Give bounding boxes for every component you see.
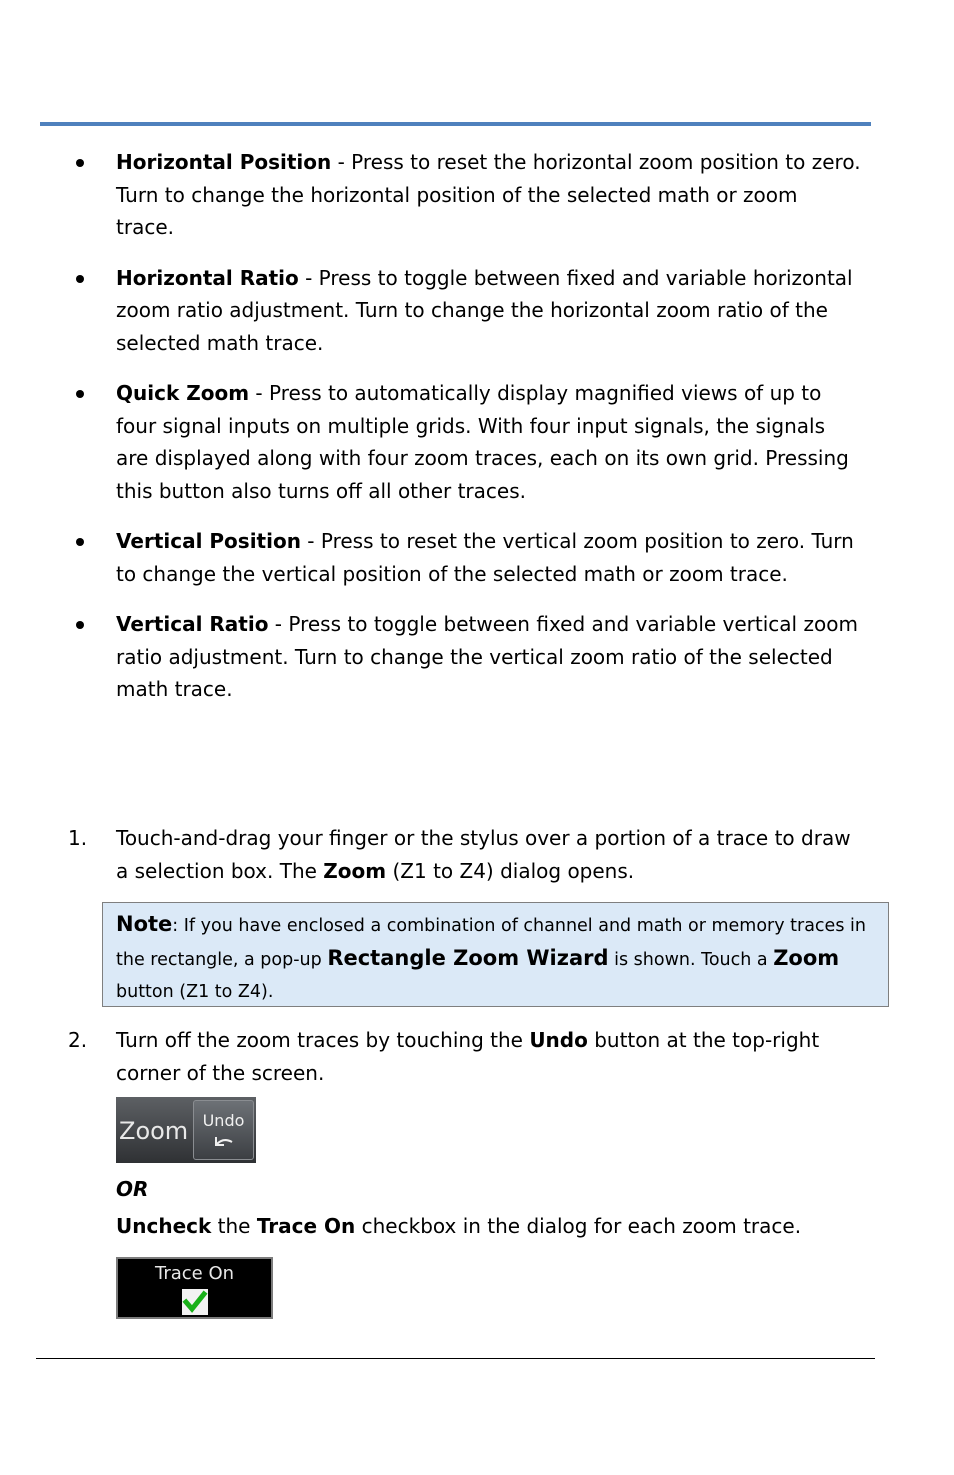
description: - Press to automatically display magnified views of up to four signal inputs on multiple grids. With four input signals, the signals are displayed along with four zoom traces, each on its own grid. Pressing this button also turns off all other traces. (116, 381, 849, 503)
note-text: : If you have enclosed a combination of channel and math or memory traces in the rectangle, a pop-up (116, 916, 866, 970)
header-rule (40, 122, 871, 126)
note-text: is shown. Touch a (608, 950, 774, 970)
description: - Press to reset the horizontal zoom position to zero. Turn to change the horizontal position of the selected math or zoom trace. (116, 150, 861, 239)
trace-on-checkbox[interactable] (182, 1289, 208, 1315)
step-bold: Undo (529, 1028, 588, 1052)
undo-button[interactable] (193, 1100, 254, 1160)
note-box (102, 902, 889, 1007)
bullet-dot (76, 159, 84, 167)
note-bold: Rectangle Zoom Wizard (327, 946, 609, 970)
control-list (0, 146, 954, 724)
term: Vertical Position (116, 529, 301, 553)
description: - Press to reset the vertical zoom position to zero. Turn to change the vertical position of the selected math or zoom trace. (116, 529, 854, 586)
step-number: 1. (68, 826, 88, 850)
bullet-dot (76, 275, 84, 283)
description: - Press to toggle between fixed and variable horizontal zoom ratio adjustment. Turn to change the horizontal zoom ratio of the selected math trace. (116, 265, 853, 355)
bold-text: Trace On (256, 1214, 356, 1238)
step-text (116, 1024, 856, 1089)
bullet-dot (76, 538, 84, 546)
list-item (0, 262, 861, 360)
checkmark-icon (182, 1289, 208, 1315)
bullet-dot (76, 390, 84, 398)
trace-on-image (116, 1257, 273, 1319)
bullet-dot (76, 621, 84, 629)
or-label: OR (116, 1177, 149, 1201)
bold-text: Uncheck (116, 1214, 212, 1238)
step-text (116, 822, 856, 887)
term: Quick Zoom (116, 381, 250, 405)
zoom-toolbar-image (116, 1097, 256, 1163)
undo-arrow-icon (211, 1134, 237, 1152)
step-text-part: button at the top-right corner of the screen. (116, 1028, 820, 1085)
step-number: 2. (68, 1028, 88, 1052)
note-bold: Zoom (773, 946, 840, 970)
list-item (0, 146, 861, 244)
note-text: button (Z1 to Z4). (116, 982, 274, 1002)
text: the (211, 1214, 257, 1238)
step-bold: Zoom (323, 858, 387, 883)
trace-on-label: Trace On (154, 1263, 235, 1284)
term: Vertical Ratio (116, 612, 269, 636)
term: Horizontal Position (116, 150, 332, 174)
uncheck-instruction (116, 1210, 876, 1242)
description: - Press to toggle between fixed and variable vertical zoom ratio adjustment. Turn to change the vertical zoom ratio of the selected math trace. (116, 612, 858, 701)
step-text-part: Touch-and-drag your finger or the stylus over a portion of a trace to draw a selection box. The (116, 826, 851, 883)
zoom-label: Zoom (119, 1117, 189, 1145)
undo-label: Undo (202, 1111, 245, 1130)
list-item (0, 525, 861, 590)
term: Horizontal Ratio (116, 265, 299, 290)
footer-rule (36, 1358, 875, 1359)
text: checkbox in the dialog for each zoom trace. (355, 1214, 802, 1238)
step-text-part: (Z1 to Z4) dialog opens. (386, 858, 635, 883)
list-item (0, 377, 861, 507)
list-item (0, 608, 861, 706)
note-label: Note (116, 912, 173, 936)
step-text-part: Turn off the zoom traces by touching the (116, 1028, 530, 1052)
